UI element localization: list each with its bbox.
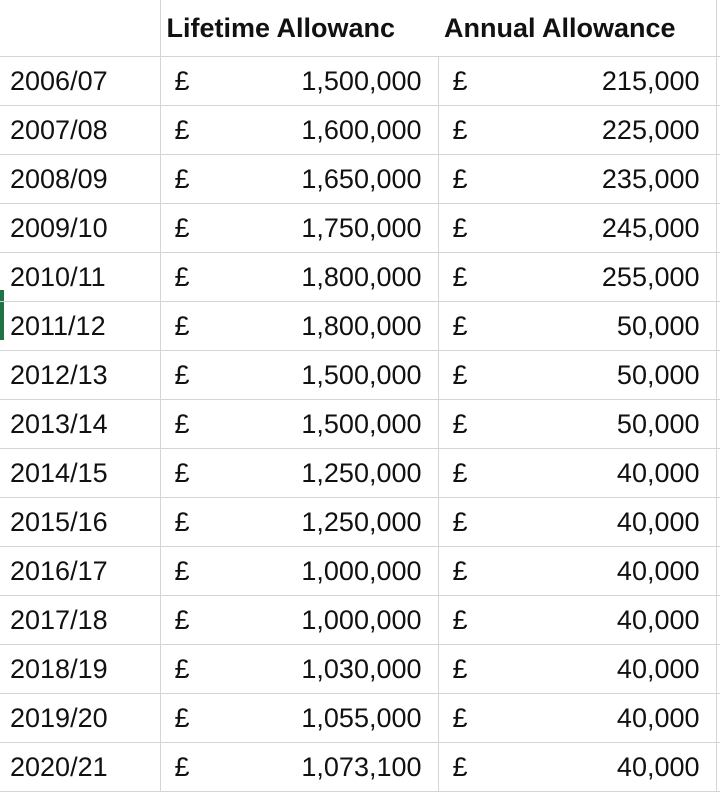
header-row [0,0,720,57]
year-cell[interactable]: 2006/07 [0,57,160,106]
overflow-cell[interactable] [716,449,720,498]
year-cell[interactable]: 2008/09 [0,155,160,204]
annual-allowance-cell[interactable]: 40,000 [478,743,716,792]
table-row [0,57,720,106]
lifetime-currency-cell[interactable]: £ [160,743,200,792]
lifetime-allowance-cell[interactable]: 1,500,000 [200,57,438,106]
lifetime-currency-cell[interactable]: £ [160,547,200,596]
annual-allowance-cell[interactable]: 50,000 [478,400,716,449]
lifetime-currency-cell[interactable]: £ [160,498,200,547]
lifetime-allowance-cell[interactable]: 1,030,000 [200,645,438,694]
annual-currency-cell[interactable]: £ [438,155,478,204]
annual-currency-cell[interactable]: £ [438,596,478,645]
table-row [0,204,720,253]
table-row [0,106,720,155]
lifetime-allowance-cell[interactable]: 1,073,100 [200,743,438,792]
table-row [0,743,720,792]
annual-currency-cell[interactable]: £ [438,302,478,351]
annual-allowance-cell[interactable]: 40,000 [478,498,716,547]
lifetime-allowance-cell[interactable]: 1,250,000 [200,449,438,498]
overflow-cell[interactable] [716,694,720,743]
annual-currency-cell[interactable]: £ [438,645,478,694]
lifetime-allowance-cell[interactable]: 1,600,000 [200,106,438,155]
year-cell[interactable]: 2018/19 [0,645,160,694]
overflow-cell[interactable] [716,743,720,792]
annual-currency-cell[interactable]: £ [438,743,478,792]
annual-currency-cell[interactable]: £ [438,449,478,498]
year-cell[interactable]: 2017/18 [0,596,160,645]
annual-currency-cell[interactable]: £ [438,547,478,596]
header-cell-year[interactable] [0,0,160,57]
table-row [0,498,720,547]
lifetime-currency-cell[interactable]: £ [160,253,200,302]
annual-allowance-cell[interactable]: 215,000 [478,57,716,106]
overflow-cell[interactable] [716,400,720,449]
table-row [0,155,720,204]
header-cell-lifetime-allowance[interactable]: Lifetime Allowanc [160,0,438,57]
lifetime-allowance-cell[interactable]: 1,500,000 [200,351,438,400]
annual-allowance-cell[interactable]: 50,000 [478,302,716,351]
year-cell[interactable]: 2019/20 [0,694,160,743]
year-cell[interactable]: 2007/08 [0,106,160,155]
lifetime-currency-cell[interactable]: £ [160,400,200,449]
annual-allowance-cell[interactable]: 255,000 [478,253,716,302]
table-body [0,57,720,792]
overflow-cell[interactable] [716,302,720,351]
lifetime-allowance-cell[interactable]: 1,000,000 [200,596,438,645]
header-cell-overflow[interactable] [716,0,720,57]
annual-allowance-cell[interactable]: 245,000 [478,204,716,253]
annual-currency-cell[interactable]: £ [438,498,478,547]
year-cell[interactable]: 2014/15 [0,449,160,498]
overflow-cell[interactable] [716,155,720,204]
overflow-cell[interactable] [716,596,720,645]
table-row [0,302,720,351]
annual-currency-cell[interactable]: £ [438,253,478,302]
lifetime-allowance-cell[interactable]: 1,055,000 [200,694,438,743]
year-cell[interactable]: 2013/14 [0,400,160,449]
lifetime-allowance-cell[interactable]: 1,000,000 [200,547,438,596]
table-row [0,596,720,645]
overflow-cell[interactable] [716,57,720,106]
lifetime-allowance-cell[interactable]: 1,800,000 [200,302,438,351]
year-cell[interactable]: 2016/17 [0,547,160,596]
table-row [0,449,720,498]
overflow-cell[interactable] [716,351,720,400]
overflow-cell[interactable] [716,106,720,155]
year-cell[interactable]: 2012/13 [0,351,160,400]
lifetime-currency-cell[interactable]: £ [160,645,200,694]
lifetime-allowance-cell[interactable]: 1,250,000 [200,498,438,547]
annual-currency-cell[interactable]: £ [438,351,478,400]
annual-currency-cell[interactable]: £ [438,694,478,743]
annual-currency-cell[interactable]: £ [438,57,478,106]
header-cell-annual-allowance[interactable]: Annual Allowance [438,0,716,57]
year-cell[interactable]: 2010/11 [0,253,160,302]
lifetime-currency-cell[interactable]: £ [160,106,200,155]
annual-currency-cell[interactable]: £ [438,106,478,155]
table-row [0,547,720,596]
lifetime-allowance-cell[interactable]: 1,500,000 [200,400,438,449]
overflow-cell[interactable] [716,645,720,694]
table-row [0,645,720,694]
lifetime-allowance-cell[interactable]: 1,650,000 [200,155,438,204]
annual-allowance-cell[interactable]: 40,000 [478,596,716,645]
annual-allowance-cell[interactable]: 225,000 [478,106,716,155]
lifetime-allowance-cell[interactable]: 1,800,000 [200,253,438,302]
annual-allowance-cell[interactable]: 40,000 [478,449,716,498]
table-row [0,400,720,449]
table-row [0,253,720,302]
year-cell[interactable]: 2015/16 [0,498,160,547]
lifetime-allowance-cell[interactable]: 1,750,000 [200,204,438,253]
table-row [0,351,720,400]
annual-allowance-cell[interactable]: 50,000 [478,351,716,400]
lifetime-currency-cell[interactable]: £ [160,596,200,645]
annual-currency-cell[interactable]: £ [438,204,478,253]
overflow-cell[interactable] [716,204,720,253]
overflow-cell[interactable] [716,498,720,547]
lifetime-currency-cell[interactable]: £ [160,449,200,498]
lifetime-currency-cell[interactable]: £ [160,155,200,204]
year-cell[interactable]: 2009/10 [0,204,160,253]
annual-allowance-cell[interactable]: 40,000 [478,694,716,743]
annual-allowance-cell[interactable]: 40,000 [478,547,716,596]
overflow-cell[interactable] [716,547,720,596]
lifetime-currency-cell[interactable]: £ [160,204,200,253]
annual-allowance-cell[interactable]: 40,000 [478,645,716,694]
table-row [0,694,720,743]
lifetime-currency-cell[interactable]: £ [160,351,200,400]
year-cell[interactable]: 2020/21 [0,743,160,792]
annual-allowance-cell[interactable]: 235,000 [478,155,716,204]
annual-currency-cell[interactable]: £ [438,400,478,449]
year-cell[interactable]: 2011/12 [0,302,160,351]
overflow-cell[interactable] [716,253,720,302]
lifetime-currency-cell[interactable]: £ [160,57,200,106]
lifetime-currency-cell[interactable]: £ [160,694,200,743]
lifetime-currency-cell[interactable]: £ [160,302,200,351]
